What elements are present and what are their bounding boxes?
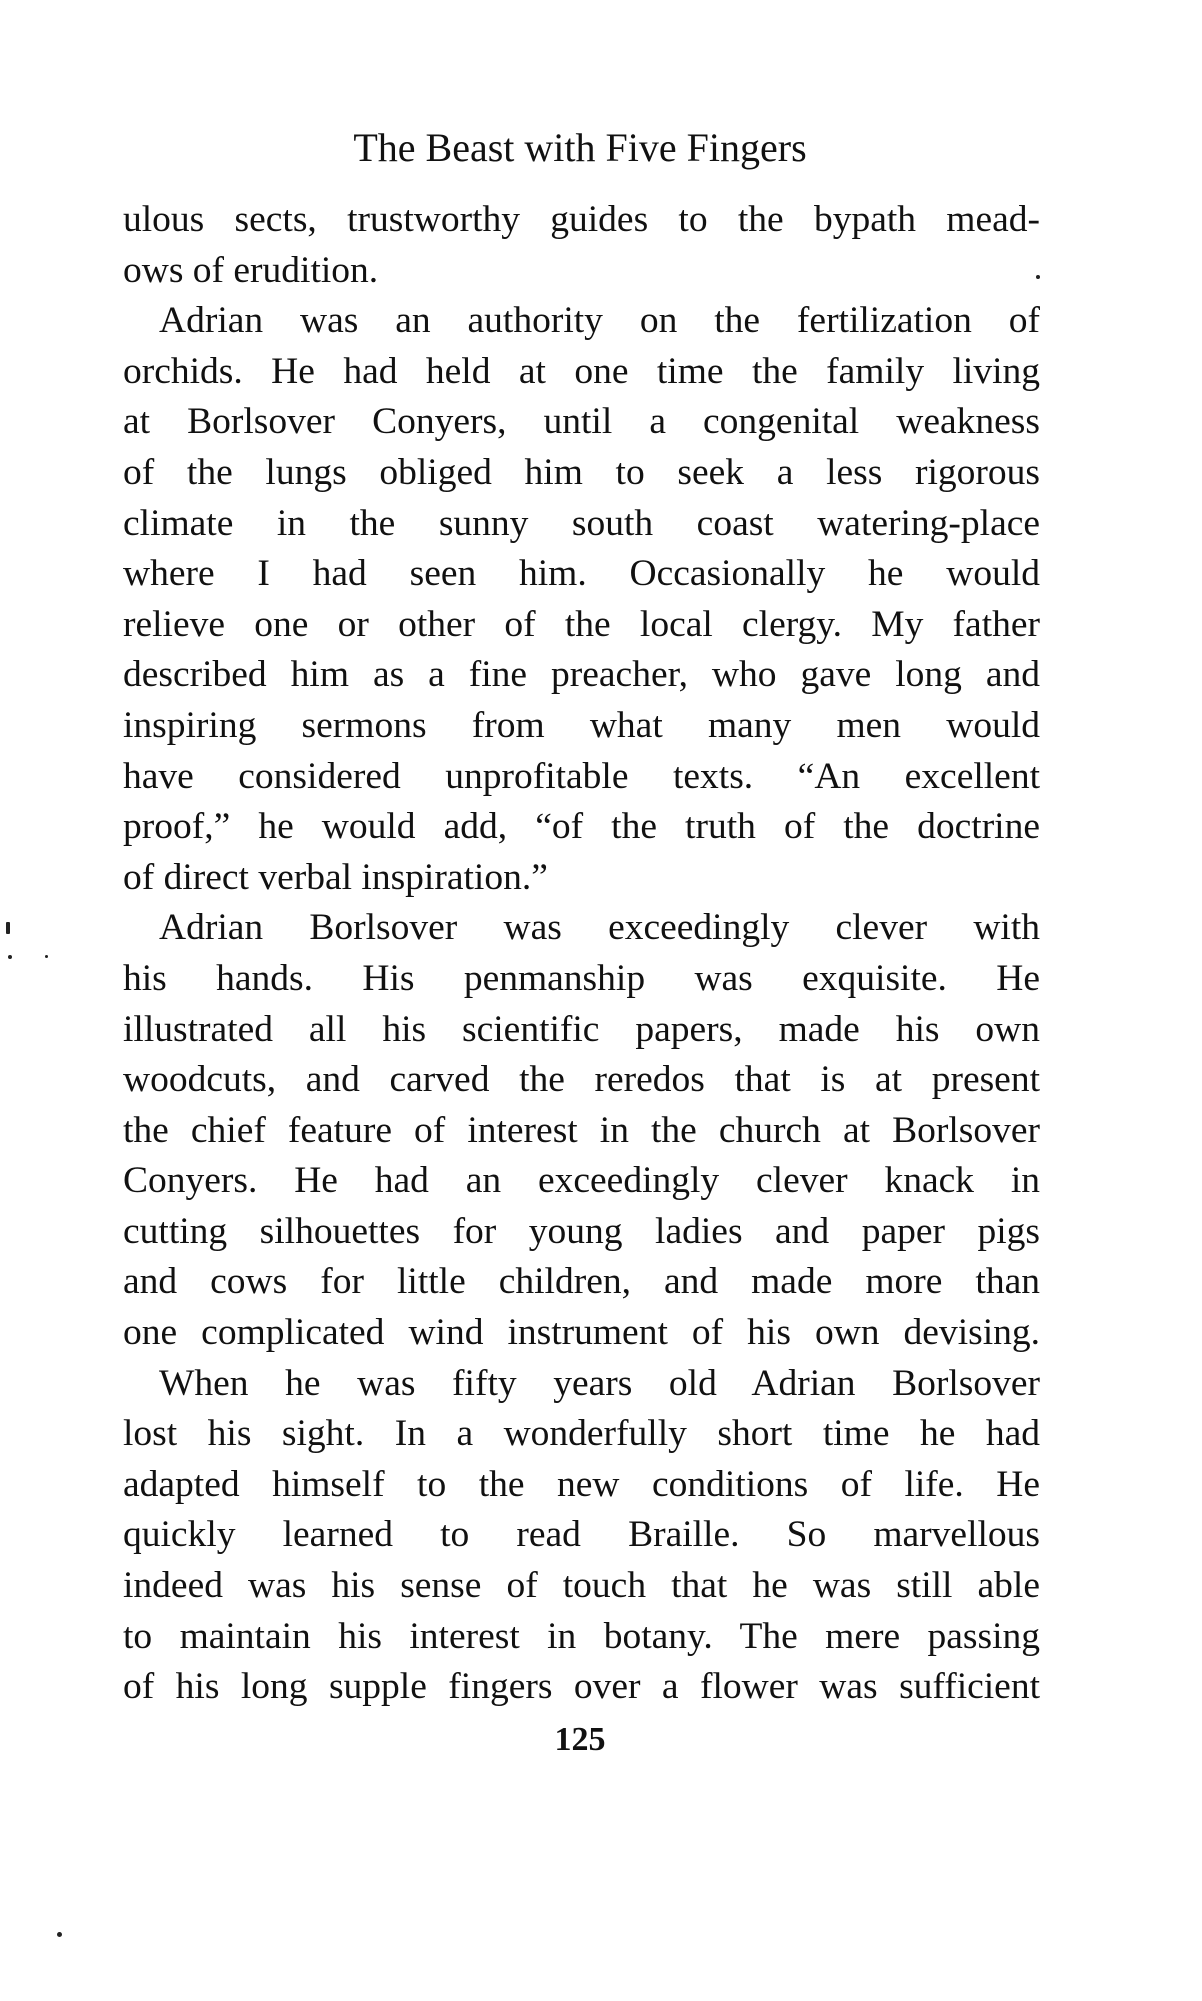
scan-speck [8,955,12,959]
text-line: Adrian was an authority on the fertilization of [159,300,1040,342]
text-line: woodcuts, and carved the reredos that is at present [123,1059,1040,1101]
text-line: and cows for little children, and made more than [123,1261,1040,1303]
text-line: quickly learned to read Braille. So marvellous [123,1514,1040,1556]
text-line: described him as a fine preacher, who gave long and [123,654,1040,696]
scan-speck [45,955,48,958]
text-line: where I had seen him. Occasionally he would [123,553,1040,595]
text-line: ows of erudition. [123,249,379,291]
text-line: cutting silhouettes for young ladies and paper pigs [123,1210,1040,1252]
page-number: 125 [554,1721,606,1758]
text-line: adapted himself to the new conditions of life. He [123,1463,1040,1505]
text-line: to maintain his interest in botany. The mere passing [123,1615,1040,1657]
text-line: ulous sects, trustworthy guides to the bypath mead- [123,199,1040,240]
text-line: proof,” he would add, “of the truth of the doctrine [123,806,1040,848]
body-text [123,195,1040,1713]
text-line: one complicated wind instrument of his own devising. [123,1312,1040,1354]
scan-speck [1036,275,1040,279]
text-line: of the lungs obliged him to seek a less rigorous [123,451,1040,493]
text-line: inspiring sermons from what many men would [123,704,1040,746]
running-head: The Beast with Five Fingers [353,125,807,170]
text-line: lost his sight. In a wonderfully short time he had [123,1413,1040,1455]
scan-speck [57,1932,62,1937]
text-line: Conyers. He had an exceedingly clever knack in [123,1160,1040,1202]
text-line: When he was fifty years old Adrian Borlsover [159,1362,1040,1404]
text-line: indeed was his sense of touch that he was still able [123,1565,1040,1607]
text-line: relieve one or other of the local clergy. My father [123,603,1040,645]
text-line: of his long supple fingers over a flower was sufficient [123,1666,1040,1708]
text-line: climate in the sunny south coast watering-place [123,502,1040,544]
text-line: his hands. His penmanship was exquisite. He [123,957,1040,999]
text-line: orchids. He had held at one time the family living [123,350,1040,392]
text-line: the chief feature of interest in the church at Borlsover [123,1109,1040,1151]
text-line: illustrated all his scientific papers, made his own [123,1008,1040,1050]
text-line: at Borlsover Conyers, until a congenital weakness [123,401,1040,443]
text-line: have considered unprofitable texts. “An excellent [123,755,1040,797]
scan-speck [6,922,10,934]
text-line: Adrian Borlsover was exceedingly clever with [159,907,1040,949]
text-line: of direct verbal inspiration.” [123,856,548,898]
